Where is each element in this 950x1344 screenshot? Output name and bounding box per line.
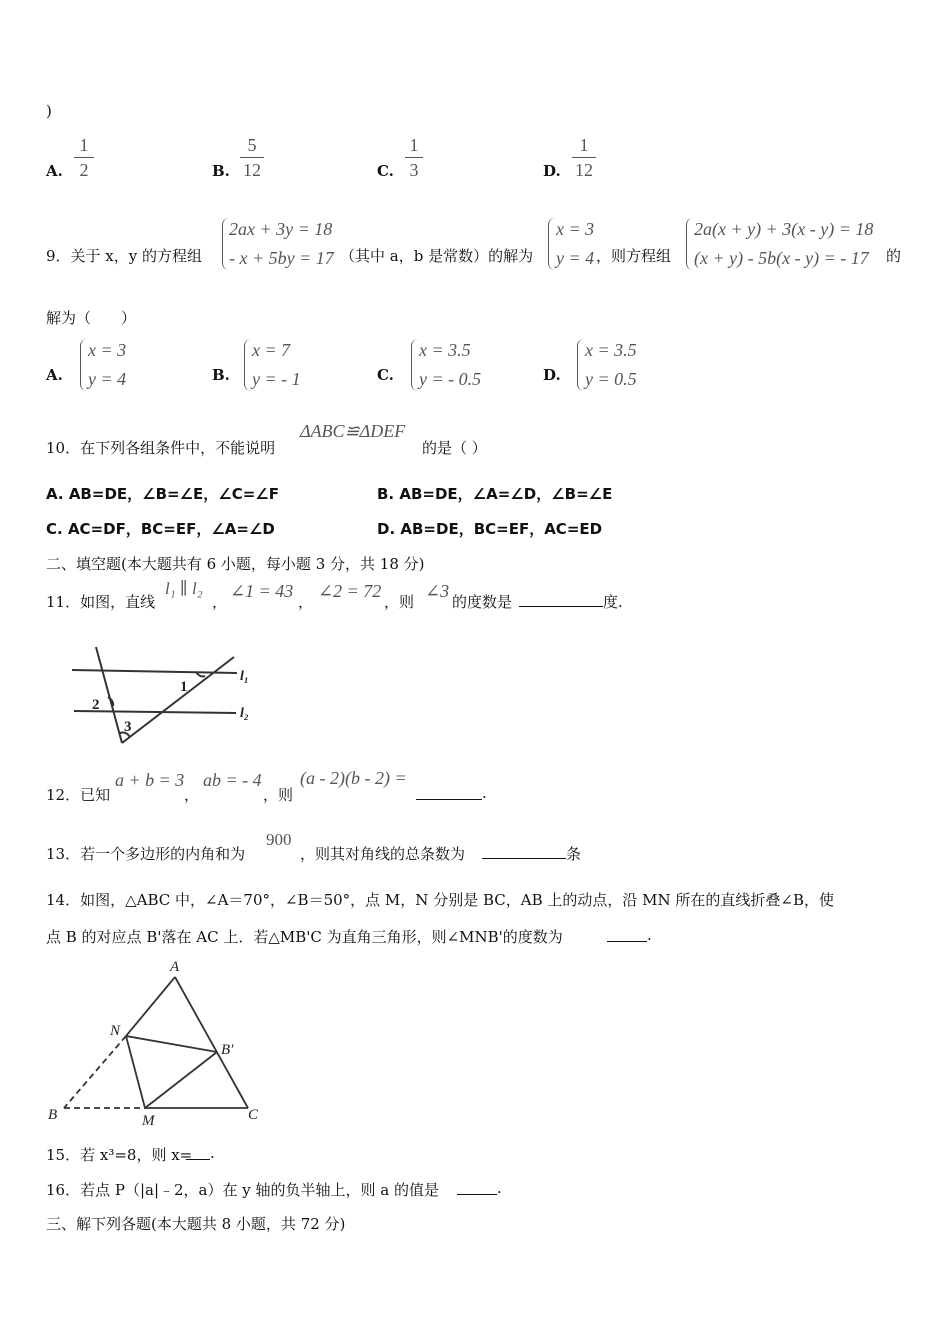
q9-system-2 [694,215,873,273]
q11-figure [60,645,260,750]
section-3-heading: 三、解下列各题(本大题共 8 小题，共 72 分) [46,1215,346,1233]
denominator: 2 [79,160,89,180]
side-ac [175,977,248,1108]
q14-answer-blank[interactable] [607,926,647,942]
q8-option-b-label: B. [212,162,230,180]
q11-m4: ∠3 [425,581,450,601]
q14-suffix: . [647,926,652,944]
option-label: A. [46,485,64,503]
q10-option-d [377,518,602,539]
q9-prefix: 9．关于 x，y 的方程组 [46,247,203,265]
q9-option-b-label: B. [212,366,230,384]
q13-answer-blank[interactable] [482,843,566,859]
q9-solution [556,215,594,273]
q12-suffix: . [482,784,487,802]
q13-prefix: 13．若一个多边形的内角和为 [46,845,246,863]
q11-unit: 度. [603,593,623,611]
q11-m3: ∠2 = 72 [318,581,382,601]
q14-line2: 点 B 的对应点 B'落在 AC 上．若△MB'C 为直角三角形，则∠MNB'的度数为 [46,928,563,946]
label-m: M [142,1113,155,1129]
q13-m1: 900 [266,830,292,849]
equation: (x + y) - 5b(x - y) = - 17 [694,248,869,268]
numerator: 1 [579,135,589,155]
q14-figure [40,955,280,1130]
q9-option-c [419,336,481,394]
transversal-right [122,657,234,743]
q8-option-d-fraction [572,135,596,180]
equation: y = 4 [556,248,595,268]
segment-mb-prime [145,1052,217,1108]
q12-sep: ， [184,786,200,804]
side-an [126,977,175,1036]
q8-paren: ) [46,102,52,120]
q11-sep2: ， [298,593,314,611]
equation: 2a(x + y) + 3(x - y) = 18 [694,219,874,239]
q16-answer-blank[interactable] [457,1179,497,1195]
q10-math: ΔABC≌ΔDEF [300,421,406,441]
option-text: AB=DE，∠B=∠E，∠C=∠F [68,485,279,503]
label-b-prime: B′ [221,1042,234,1058]
equation: y = 0.5 [585,369,637,389]
q15-answer-blank[interactable] [186,1144,210,1160]
q8-option-a-label: A. [46,162,63,180]
q9-option-a-label: A. [46,366,63,384]
q10-option-b [377,483,612,504]
q10-suffix: 的是（ ） [422,439,487,457]
option-label: C. [46,520,63,538]
label-3: 3 [124,719,132,735]
q12-answer-blank[interactable] [416,784,482,800]
equation: y = 4 [88,369,127,389]
label-c: C [248,1107,259,1123]
q9-option-c-label: C. [377,366,394,384]
transversal-left [96,647,122,743]
brace [686,218,693,270]
dashed-nb [64,1036,126,1108]
q10-option-a [46,483,279,504]
q9-mid: （其中 a，b 是常数）的解为 [340,247,534,265]
q10-prefix: 10．在下列各组条件中，不能说明 [46,439,276,457]
equation: x = 3 [88,340,127,360]
q9-suffix: 的 [886,247,902,265]
brace [222,218,229,270]
q15-prefix: 15．若 x³=8，则 x= [46,1146,193,1164]
label-a: A [170,959,180,975]
option-text: AB=DE，∠A=∠D，∠B=∠E [399,485,613,503]
q12-prefix: 12．已知 [46,786,111,804]
q9-system-1 [229,215,334,273]
q8-option-c-label: C. [377,162,394,180]
q12-mid: ，则 [263,786,294,804]
q16-prefix: 16．若点 P（|a|﹣2，a）在 y 轴的负半轴上，则 a 的值是 [46,1181,439,1199]
q8-option-a-fraction [74,135,94,180]
q11-mid: ，则 [384,593,415,611]
q11-sep1: ， [212,593,228,611]
q8-option-b-fraction [240,135,264,180]
q14-line1: 14．如图，△ABC 中，∠A＝70°，∠B＝50°，点 M，N 分别是 BC，AB 上的动点，沿 MN 所在的直线折叠∠B，使 [46,891,834,909]
brace [411,339,418,391]
denominator: 3 [409,160,419,180]
label-2: 2 [92,697,100,713]
q10-option-c [46,518,275,539]
q11-m1: l₁ ∥ l₂ [165,579,203,598]
q12-m3: (a - 2)(b - 2) = [300,768,407,788]
numerator: 1 [409,135,419,155]
q16-suffix: . [497,1179,502,1197]
label-l1: l₁ [240,669,249,684]
label-b: B [48,1107,58,1123]
q11-answer-blank[interactable] [519,591,603,607]
equation: x = 7 [252,340,291,360]
q12-m2: ab = - 4 [203,770,262,790]
q13-suffix: 条 [566,845,582,863]
brace [577,339,584,391]
option-label: D. [377,520,396,538]
option-label: B. [377,485,395,503]
equation: x = 3.5 [585,340,637,360]
q12-m1: a + b = 3 [115,770,185,790]
q11-prefix: 11．如图，直线 [46,593,156,611]
q11-suffix: 的度数是 [452,593,513,611]
brace [80,339,87,391]
q9-option-b [252,336,301,394]
q9-mid2: ，则方程组 [596,247,672,265]
q9-option-d-label: D. [543,366,561,384]
numerator: 5 [247,135,257,155]
label-l2: l₂ [240,706,249,721]
q15-suffix: . [210,1144,215,1162]
q9-line2: 解为（ ） [46,309,137,327]
q9-option-d [585,336,637,394]
brace [548,218,555,270]
equation: x = 3.5 [419,340,471,360]
q8-option-c-fraction [405,135,423,180]
option-text: AC=DF，BC=EF，∠A=∠D [67,520,275,538]
section-2-heading: 二、填空题(本大题共有 6 小题，每小题 3 分，共 18 分) [46,555,425,573]
label-n: N [110,1023,121,1039]
segment-nb-prime [126,1036,217,1052]
label-1: 1 [180,679,188,695]
denominator: 12 [575,160,593,180]
equation: x = 3 [556,219,595,239]
equation: y = - 0.5 [419,369,482,389]
denominator: 12 [243,160,261,180]
q13-mid: ，则其对角线的总条数为 [300,845,466,863]
q9-option-a [88,336,126,394]
equation: 2ax + 3y = 18 [229,219,333,239]
option-text: AB=DE，BC=EF，AC=ED [400,520,603,538]
brace [244,339,251,391]
equation: - x + 5by = 17 [229,248,334,268]
fold-line-mn [126,1036,145,1108]
q8-option-d-label: D. [543,162,561,180]
numerator: 1 [79,135,89,155]
q11-m2: ∠1 = 43 [230,581,294,601]
equation: y = - 1 [252,369,301,389]
